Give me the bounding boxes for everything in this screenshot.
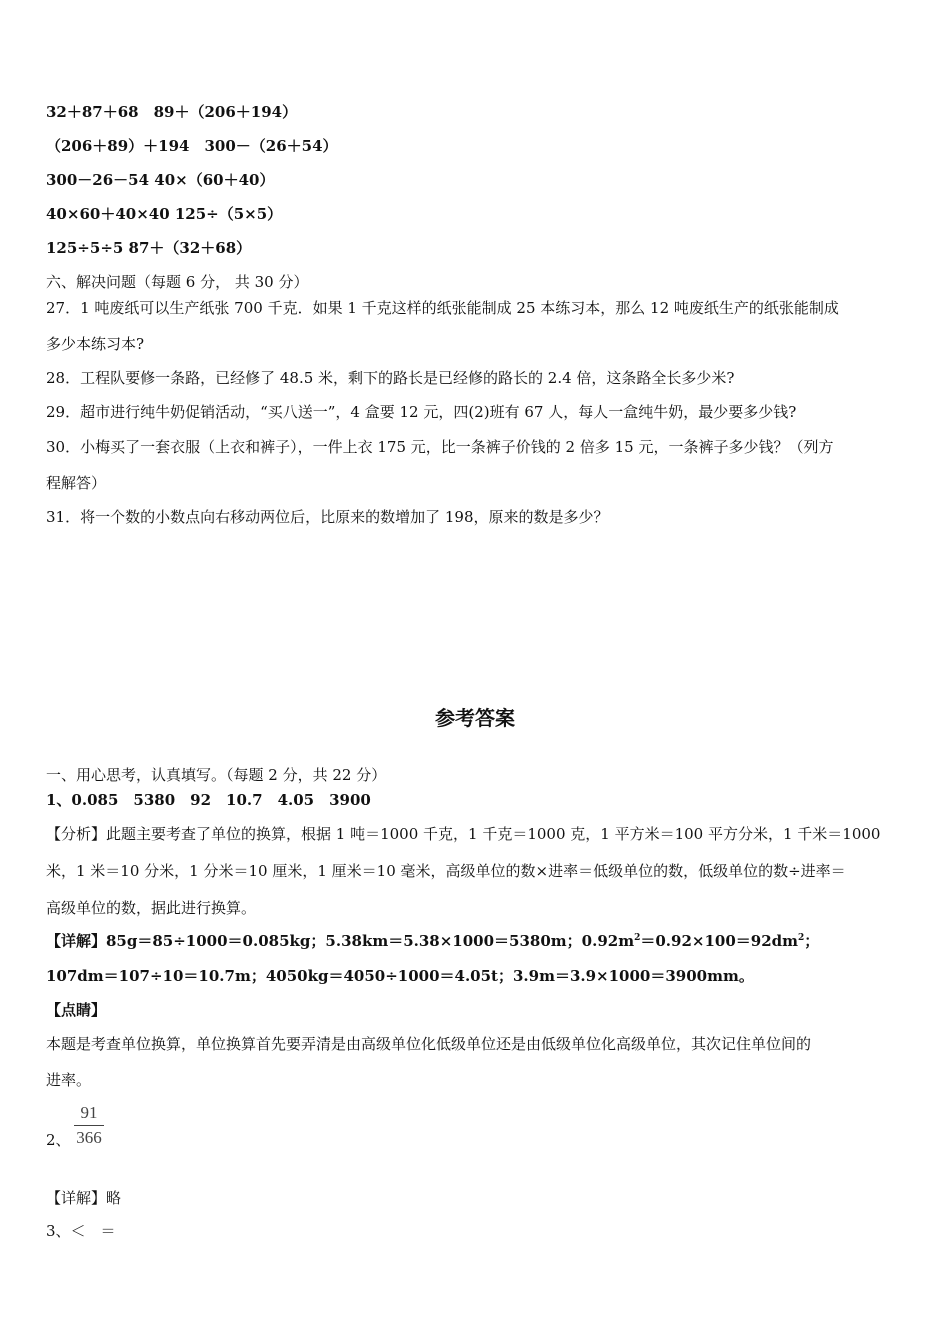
detail-1-line-1	[46, 931, 819, 951]
question-28: 28．工程队要修一条路，已经修了 48.5 米，剩下的路长是已经修的路长的 2.4 倍，这条路全长多少米?	[46, 369, 735, 387]
detail-1-text-b: ＝0.92×100＝92dm	[640, 932, 798, 950]
question-30: 30．小梅买了一套衣服（上衣和裤子），一件上衣 175 元，比一条裤子价钱的 2 倍多 15 元，一条裤子多少钱？（列方	[46, 438, 834, 456]
dianjing-label: 【点睛】	[46, 1001, 107, 1019]
answer-1: 1、0.085 5380 92 10.7 4.05 3900	[46, 791, 371, 809]
superscript-2b: 2	[798, 933, 805, 943]
answer-title: 参考答案	[435, 706, 515, 730]
answer-3: 3、＜ ＝	[46, 1222, 116, 1240]
answer-2-fraction	[74, 1103, 104, 1148]
fraction-numerator: 91	[74, 1103, 104, 1126]
detail-1-text-a: 【详解】85g＝85÷1000＝0.085kg；5.38km＝5.38×1000＝5380m；0.92m	[46, 932, 635, 950]
section-6-heading: 六、解决问题（每题 6 分， 共 30 分）	[46, 273, 309, 291]
calc-line-1: 32＋87＋68 89＋（206＋194）	[46, 103, 298, 121]
detail-1-text-c: ；	[804, 932, 820, 950]
question-29: 29．超市进行纯牛奶促销活动，“买八送一”，4 盒要 12 元，四(2)班有 67 人，每人一盒纯牛奶，最少要多少钱?	[46, 403, 797, 421]
detail-1-line-2: 107dm＝107÷10＝10.7m；4050kg＝4050÷1000＝4.05t；3.9m＝3.9×1000＝3900mm。	[46, 967, 754, 985]
detail-2: 【详解】略	[46, 1189, 122, 1207]
dianjing-line-1: 本题是考查单位换算，单位换算首先要弄清是由高级单位化低级单位还是由低级单位化高级单位，其次记住单位间的	[46, 1035, 812, 1053]
calc-line-5: 125÷5÷5 87＋（32＋68）	[46, 239, 252, 257]
dianjing-line-2: 进率。	[46, 1071, 92, 1089]
question-31: 31．将一个数的小数点向右移动两位后，比原来的数增加了 198，原来的数是多少？	[46, 508, 609, 526]
answer-section-1-heading: 一、用心思考，认真填写。（每题 2 分，共 22 分）	[46, 766, 387, 784]
calc-line-3: 300－26－54 40×（60＋40）	[46, 171, 275, 189]
fraction-denominator: 366	[76, 1128, 102, 1147]
calc-line-2: （206＋89）＋194 300－（26＋54）	[46, 137, 338, 155]
calc-line-4: 40×60＋40×40 125÷（5×5）	[46, 205, 283, 223]
superscript-2: 2	[634, 933, 641, 943]
question-27-cont: 多少本练习本?	[46, 335, 145, 353]
analysis-line-3: 高级单位的数，据此进行换算。	[46, 899, 257, 917]
answer-2-label: 2、	[46, 1131, 71, 1149]
analysis-line-1: 【分析】此题主要考查了单位的换算，根据 1 吨＝1000 千克，1 千克＝1000 克，1 平方米＝100 平方分米，1 千米＝1000	[46, 825, 881, 843]
analysis-line-2: 米，1 米＝10 分米，1 分米＝10 厘米，1 厘米＝10 毫米，高级单位的数×进率＝低级单位的数，低级单位的数÷进率＝	[46, 862, 846, 880]
question-30-cont: 程解答）	[46, 474, 107, 492]
question-27: 27．1 吨废纸可以生产纸张 700 千克．如果 1 千克这样的纸张能制成 25 本练习本，那么 12 吨废纸生产的纸张能制成	[46, 299, 839, 317]
